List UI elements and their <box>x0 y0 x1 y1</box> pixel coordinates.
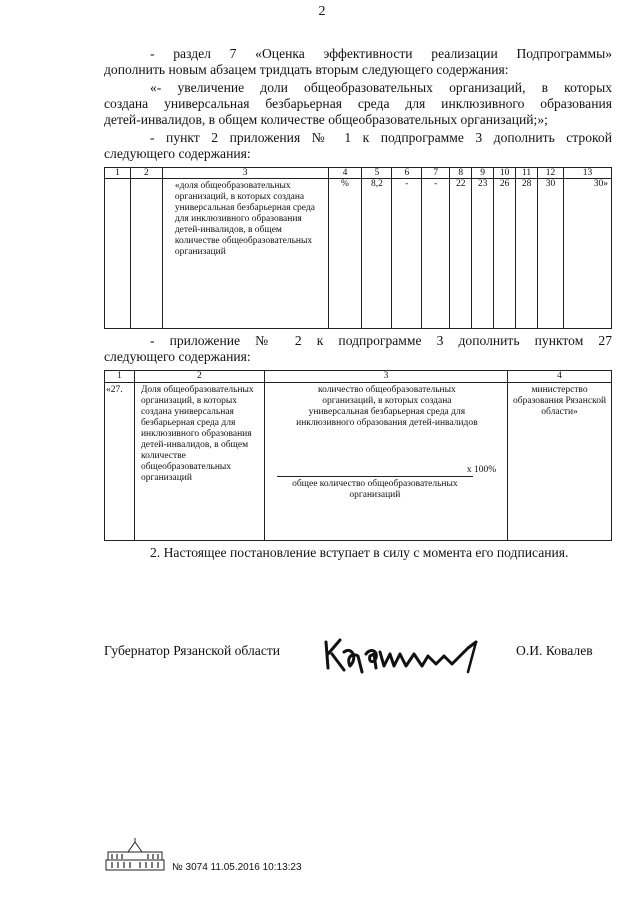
table1-cell-1 <box>105 179 131 329</box>
fraction-line <box>277 476 473 477</box>
table2-header-3: 3 <box>264 371 507 383</box>
table1-header-row <box>105 168 612 179</box>
table1-value-7: - <box>422 179 450 329</box>
table2-header-4: 4 <box>508 371 612 383</box>
table2-header-2: 2 <box>134 371 264 383</box>
table1-value-5: 8,2 <box>362 179 392 329</box>
paragraph-3-line-2: следующего содержания: <box>104 146 251 161</box>
handwritten-signature <box>318 628 498 683</box>
table1-header-3: 3 <box>162 168 328 179</box>
table1-header-5: 5 <box>362 168 392 179</box>
indicator-table <box>104 167 612 329</box>
table1-header-10: 10 <box>494 168 516 179</box>
table1-header-4: 4 <box>328 168 362 179</box>
table1-indicator: «доля общеобразовательных организаций, в которых создана универсальная безбарьерная среда для инклюзивного образования детей-инвалидов, в общем количестве общеобразовательных организаций <box>162 179 328 329</box>
paragraph-5: 2. Настоящее постановление вступает в силу с момента его подписания. <box>150 545 569 560</box>
formula-numerator: количество общеобразовательных организаций, в которых создана универсальная безбарьерная среда для инклюзивного образования детей-инвалидов <box>296 385 478 428</box>
paragraph-2-line-2: создана универсальная безбарьерная среда для инклюзивного образования <box>104 96 612 111</box>
paragraph-1-line-2: дополнить новым абзацем тридцать вторым следующего содержания: <box>104 62 509 77</box>
registration-stamp: № 3074 11.05.2016 10:13:23 <box>172 862 302 873</box>
signature-name: О.И. Ковалев <box>516 643 593 658</box>
table1-row <box>105 179 612 329</box>
table1-header-2: 2 <box>130 168 162 179</box>
table1-value-11: 28 <box>516 179 538 329</box>
method-table <box>104 370 612 541</box>
building-emblem-icon <box>104 838 166 872</box>
table2-formula <box>264 383 507 541</box>
signature-title: Губернатор Рязанской области <box>104 643 281 658</box>
paragraph-4-line-2: следующего содержания: <box>104 349 251 364</box>
paragraph-1-line-1: - раздел 7 «Оценка эффективности реализации Подпрограммы» <box>150 46 612 61</box>
table1-header-6: 6 <box>392 168 422 179</box>
formula-multiplier: х 100% <box>466 465 497 475</box>
table2-name: Доля общеобразовательных организаций, в которых создана универсальная безбарьерная среда для инклюзивного образования детей-инвалидов, в общем количестве общеобразовательных организаций <box>134 383 264 541</box>
paragraph-4-line-1: - приложение № 2 к подпрограмме 3 дополнить пунктом 27 <box>150 333 612 348</box>
table2-header-row <box>105 371 612 383</box>
table1-value-8: 22 <box>450 179 472 329</box>
table1-value-10: 26 <box>494 179 516 329</box>
table1-header-9: 9 <box>472 168 494 179</box>
table2-responsible: министерство образования Рязанской области» <box>508 383 612 541</box>
paragraph-2-line-1: «- увеличение доли общеобразовательных организаций, в которых <box>150 80 612 95</box>
table1-unit: % <box>328 179 362 329</box>
table1-value-12: 30 <box>538 179 564 329</box>
table1-header-12: 12 <box>538 168 564 179</box>
table1-header-7: 7 <box>422 168 450 179</box>
table1-header-8: 8 <box>450 168 472 179</box>
table1-header-1: 1 <box>105 168 131 179</box>
table2-num: «27. <box>105 383 135 541</box>
table1-value-9: 23 <box>472 179 494 329</box>
page-number: 2 <box>318 4 326 19</box>
formula-denominator: общее количество общеобразовательных организаций <box>292 479 458 500</box>
table2-row <box>105 383 612 541</box>
table1-value-6: - <box>392 179 422 329</box>
table1-header-13: 13 <box>564 168 612 179</box>
table1-value-13: 30» <box>564 179 612 329</box>
paragraph-2-line-3: детей-инвалидов, в общем количестве общеобразовательных организаций;»; <box>104 112 548 127</box>
table1-header-11: 11 <box>516 168 538 179</box>
table1-cell-2 <box>130 179 162 329</box>
paragraph-3-line-1: - пункт 2 приложения № 1 к подпрограмме 3 дополнить строкой <box>150 130 612 145</box>
table2-header-1: 1 <box>105 371 135 383</box>
